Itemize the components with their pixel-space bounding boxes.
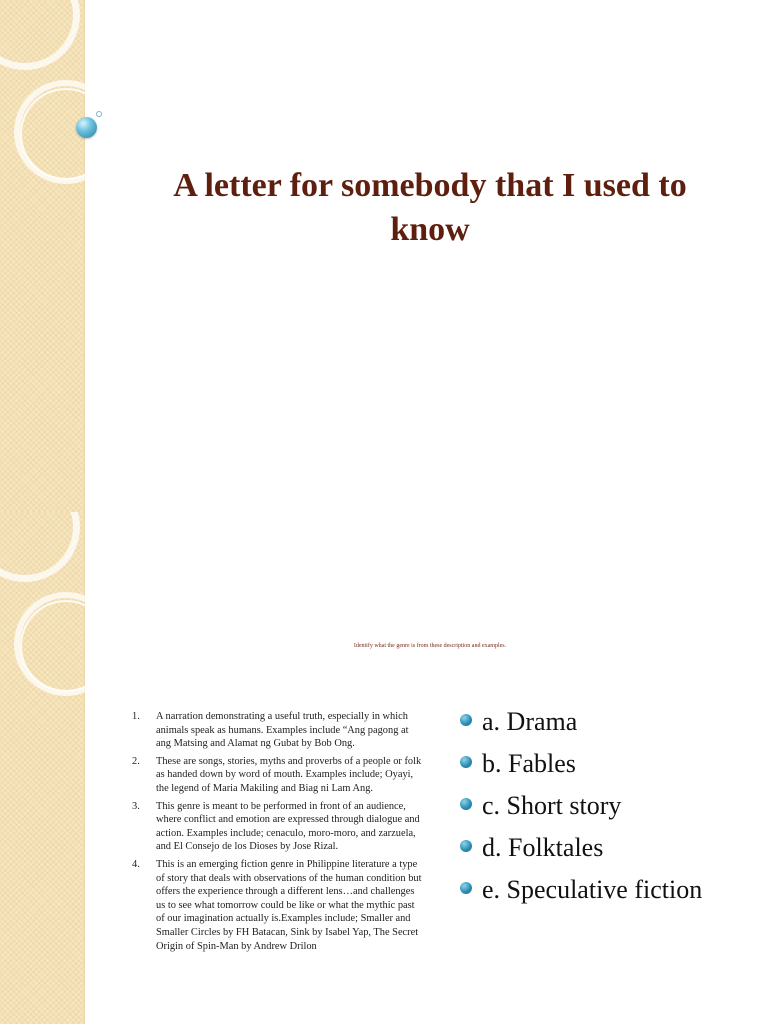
question-item [132, 710, 422, 751]
decorative-ring [0, 0, 80, 70]
choice-item [458, 876, 758, 918]
question-list [132, 710, 422, 957]
question-text: These are songs, stories, myths and proverbs of a people or folk as handed down by word of mouth. Examples include; Oyayi, the legend of Maria Makiling and Biag ni Lam Ang. [156, 755, 422, 794]
question-item [132, 755, 422, 796]
decorative-ring [14, 592, 118, 696]
orb-icon [76, 117, 97, 138]
question-number: 3. [132, 800, 140, 812]
bullet-icon [460, 882, 472, 894]
decorative-side-band [0, 0, 85, 512]
choice-label: b. Fables [482, 749, 576, 778]
choice-label: e. Speculative fiction [482, 875, 703, 904]
question-text: A narration demonstrating a useful truth, especially in which animals speak as humans. Examples include “Ang pagong at ang Matsing and Alamat ng Gubat by Bob Ong. [156, 711, 409, 750]
choice-item [458, 750, 758, 792]
choice-item [458, 834, 758, 876]
question-text: This genre is meant to be performed in front of an audience, where conflict and emotion are expressed through dialogue and action. Examples include; cenaculo, moro-moro, and zarzuela, and El Consejo de los Dioses by Jose Rizal. [156, 800, 420, 853]
bullet-icon [460, 714, 472, 726]
decorative-side-band [0, 512, 85, 1024]
bullet-icon [460, 756, 472, 768]
question-number: 4. [132, 858, 140, 870]
bullet-icon [460, 840, 472, 852]
choice-item [458, 792, 758, 834]
question-text: This is an emerging fiction genre in Philippine literature a type of story that deals with observations of the human condition but offers the experience through a different lens…and challenges us to see what tomorrow could be like or what the mythic past of our imagination actually is.Examples include; Smaller and Smaller Circles by FH Batacan, Sink by Isabel Yap, The Secret Origin of Spin-Man by Andrew Drilon [156, 858, 422, 952]
decorative-ring [14, 80, 118, 184]
question-number: 1. [132, 711, 140, 722]
choice-label: d. Folktales [482, 833, 604, 862]
instruction-text: Identify what the genre is from these description and examples. [353, 643, 507, 649]
bullet-icon [460, 798, 472, 810]
question-number: 2. [132, 755, 140, 767]
question-item [132, 800, 422, 854]
choice-label: a. Drama [482, 707, 578, 736]
choice-label: c. Short story [482, 791, 622, 820]
choice-item [458, 708, 758, 750]
question-item [132, 858, 422, 953]
small-circle-icon [96, 111, 102, 117]
choice-list [458, 708, 758, 918]
quiz-slide [0, 512, 768, 1024]
decorative-ring [0, 512, 80, 582]
slide-title: A letter for somebody that I used to know [173, 167, 687, 248]
